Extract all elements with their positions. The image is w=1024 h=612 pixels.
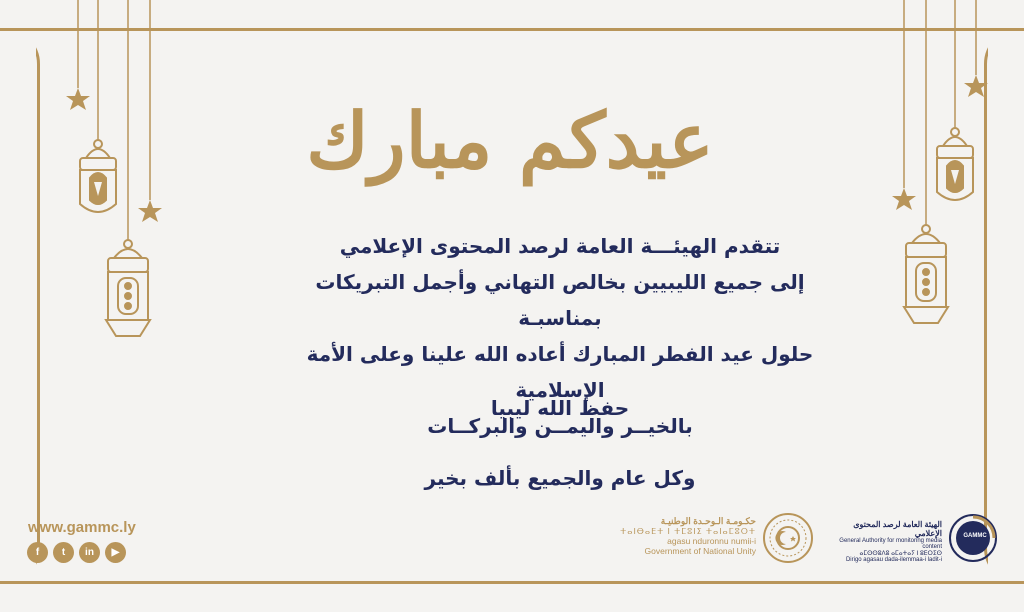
youtube-icon[interactable]: ▶ xyxy=(105,542,126,563)
gnu-english-name: Government of National Unity xyxy=(644,546,756,556)
message-line: حلول عيد الفطر المبارك أعاده الله علينا وعلى الأمة الإسلامية xyxy=(306,342,814,402)
twitter-icon[interactable]: t xyxy=(53,542,74,563)
gnu-arabic-name: حكـومـة الـوحـدة الوطنيـة xyxy=(660,516,756,526)
gammc-arabic-name: الهيئة العامة لرصد المحتوى الإعلامي xyxy=(853,520,942,538)
gammc-latin-name: Dirigo agasau dada-ilemmaa-i ladit-i xyxy=(845,557,942,563)
eid-greeting-headline: عيدكم مبارك xyxy=(306,95,714,185)
social-links xyxy=(27,542,126,563)
message-line: إلى جميع الليبيين بخالص التهاني وأجمل التبريكات بمناسبـة xyxy=(315,270,805,330)
star-icon xyxy=(964,75,988,97)
gammc-english-name: General Authority for monitoring media content xyxy=(839,538,942,550)
gammc-tifinagh-name: ⴰⵎⵙⵙⵓⴷⵓ ⴰⵎⴰⵜⴰⵢ ⵏ ⵓⴹⵔⵉⵙ xyxy=(859,551,942,557)
gnu-latin-name: agasu nduronnu numii-i xyxy=(667,536,756,546)
linkedin-icon[interactable]: in xyxy=(79,542,100,563)
message-line: تتقدم الهيئـــة العامة لرصد المحتوى الإعلامي xyxy=(339,234,781,258)
star-icon xyxy=(66,88,90,110)
gammc-logo-text xyxy=(826,520,942,563)
gnu-logo-text xyxy=(618,516,756,556)
gnu-tifinagh-name: ⵜⴰⵏⴱⴰⴹⵜ ⵏ ⵜⵎⵓⵏⵉ ⵜⴰⵏⴰⵎⵓⵔⵜ xyxy=(620,527,756,536)
lantern-icon xyxy=(937,128,973,200)
star-icon xyxy=(138,200,162,222)
message-line: بالخيــر واليمــن والبركــات xyxy=(427,414,693,438)
star-icon xyxy=(892,188,916,210)
gnu-seal-icon xyxy=(762,512,814,564)
lantern-icon xyxy=(80,140,116,212)
lantern-icon xyxy=(904,225,948,323)
lantern-icon xyxy=(106,240,150,336)
facebook-icon[interactable]: f xyxy=(27,542,48,563)
wish-line: وكل عام والجميع بألف بخير xyxy=(424,466,696,490)
website-link[interactable]: www.gammc.ly xyxy=(28,519,136,536)
prayer-line: حفظ الله ليبيا xyxy=(490,396,630,420)
gammc-logo-label: GAMMC xyxy=(963,533,987,539)
